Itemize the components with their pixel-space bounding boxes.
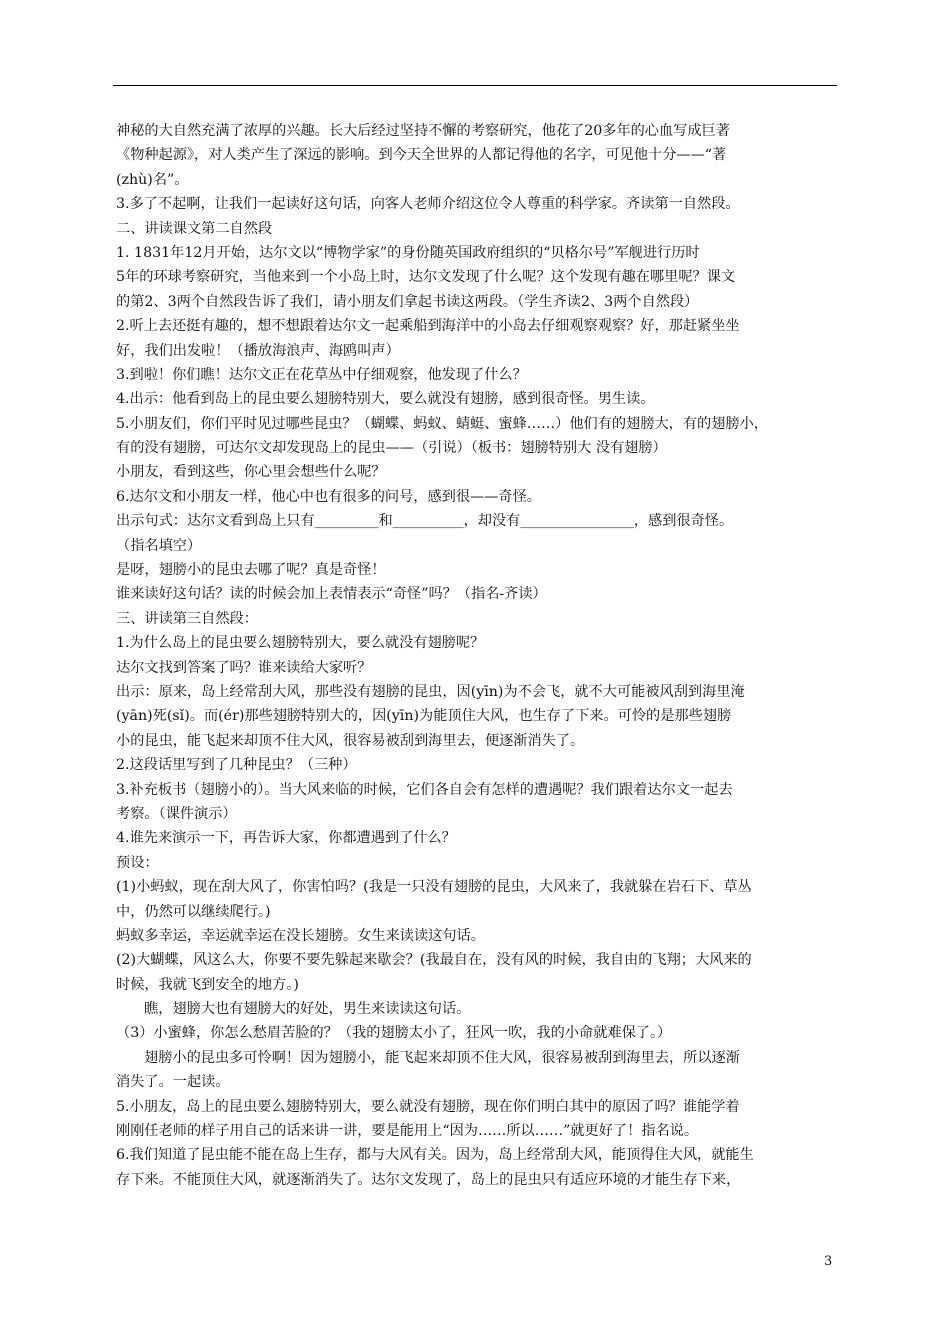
text-line: 4.出示：他看到岛上的昆虫要么翅膀特别大，要么就没有翅膀，感到很奇怪。男生读。	[116, 391, 655, 408]
text-line: 2.听上去还挺有趣的，想不想跟着达尔文一起乘船到海洋中的小岛去仔细观察观察？好，那赶紧坐坐	[116, 318, 740, 335]
text-line: 5.小朋友们，你们平时见过哪些昆虫？（蝴蝶、蚂蚁、蜻蜓、蜜蜂……）他们有的翅膀大，有的翅膀小，	[116, 415, 768, 432]
text-line: 刚刚任老师的样子用自己的话来讲一讲，要是能用上“因为……所以……”就更好了！指名说。	[116, 1123, 699, 1140]
text-line: 三、讲读第三自然段：	[116, 610, 258, 627]
text-line: 3.补充板书（翅膀小的）。当大风来临的时候，它们各自会有怎样的遭遇呢？我们跟着达尔文一起去	[116, 781, 733, 798]
page-number: 3	[824, 1254, 833, 1269]
text-line: 小的昆虫，能飞起来却顶不住大风，很容易被刮到海里去，便逐渐消失了。	[116, 732, 585, 749]
text-line: 5年的环球考察研究，当他来到一个小岛上时，达尔文发现了什么呢？这个发现有趣在哪里呢？课文	[116, 269, 736, 286]
text-line: 预设：	[116, 854, 159, 871]
text-line: 翅膀小的昆虫多可怜啊！因为翅膀小，能飞起来却顶不住大风，很容易被刮到海里去，所以逐渐	[144, 1049, 740, 1066]
text-line: 时候，我就飞到安全的地方。)	[116, 976, 299, 993]
text-line: 小朋友，看到这些，你心里会想些什么呢？	[116, 464, 386, 481]
text-line: 出示句式：达尔文看到岛上只有_________和__________，却没有________________，感到很奇怪。	[116, 513, 734, 530]
text-line: 瞧，翅膀大也有翅膀大的好处，男生来读读这句话。	[144, 1001, 471, 1018]
text-line: 5.小朋友，岛上的昆虫要么翅膀特别大，要么就没有翅膀，现在你们明白其中的原因了吗？谁能学着	[116, 1098, 740, 1115]
text-line: (2)大蝴蝶，风这么大，你要不要先躲起来歇会？(我最自在，没有风的时候，我自由的飞翔；大风来的	[116, 952, 752, 969]
text-line: 二、讲读课文第二自然段	[116, 220, 273, 237]
text-line: (zhù)名”。	[116, 171, 189, 188]
text-line: 3.到啦！你们瞧！达尔文正在花草丛中仔细观察，他发现了什么？	[116, 366, 527, 383]
text-line: 消失了。一起读。	[116, 1074, 230, 1091]
text-line: 《物种起源》，对人类产生了深远的影响。到今天全世界的人都记得他的名字，可见他十分——“著	[116, 147, 727, 164]
text-line: 存下来。不能顶住大风，就逐渐消失了。达尔文发现了，岛上的昆虫只有适应环境的才能生存下来，	[116, 1171, 741, 1188]
text-line: (1)小蚂蚁，现在刮大风了，你害怕吗？(我是一只没有翅膀的昆虫，大风来了，我就躲在岩石下、草丛	[116, 879, 752, 896]
text-line: 蚂蚁多幸运，幸运就幸运在没长翅膀。女生来读读这句话。	[116, 927, 485, 944]
text-line: 好，我们出发啦！（播放海浪声、海鸥叫声）	[116, 342, 400, 359]
text-line: 考察。（课件演示）	[116, 805, 237, 822]
body-text	[116, 119, 842, 1192]
text-line: （3）小蜜蜂，你怎么愁眉苦脸的？（我的翅膀太小了，狂风一吹，我的小命就难保了。）	[116, 1025, 672, 1042]
text-line: 有的没有翅膀，可达尔文却发现岛上的昆虫——（引说）（板书：翅膀特别大 没有翅膀）	[116, 440, 667, 457]
text-line: 中，仍然可以继续爬行。)	[116, 903, 271, 920]
text-line: (yān)死(sǐ)。而(ér)那些翅膀特别大的，因(yīn)为能顶住大风，也生存了下来。可怜的是那些翅膀	[116, 708, 732, 725]
text-line: （指名填空）	[116, 537, 202, 554]
text-line: 达尔文找到答案了吗？谁来读给大家听？	[116, 659, 372, 676]
text-line: 是呀，翅膀小的昆虫去哪了呢？真是奇怪！	[116, 562, 386, 579]
text-line: 2.这段话里写到了几种昆虫？（三种）	[116, 757, 357, 774]
text-line: 的第2、3两个自然段告诉了我们，请小朋友们拿起书读这两段。（学生齐读2、3两个自然段）	[116, 293, 699, 310]
header-rule	[113, 85, 837, 86]
text-line: 6.达尔文和小朋友一样，他心中也有很多的问号，感到很——奇怪。	[116, 488, 541, 505]
text-line: 出示：原来，岛上经常刮大风，那些没有翅膀的昆虫，因(yīn)为不会飞，就不大可能被风刮到海里淹	[116, 683, 745, 700]
text-line: 1.为什么岛上的昆虫要么翅膀特别大，要么就没有翅膀呢？	[116, 635, 485, 652]
text-line: 谁来读好这句话？读的时候会加上表情表示“奇怪”吗？（指名-齐读）	[116, 586, 547, 603]
text-line: 6.我们知道了昆虫能不能在岛上生存，都与大风有关。因为，岛上经常刮大风，能顶得住大风，就能生	[116, 1147, 754, 1164]
text-line: 1. 1831年12月开始，达尔文以“博物学家”的身份随英国政府组织的“贝格尔号”军舰进行历时	[116, 244, 700, 261]
text-line: 4.谁先来演示一下，再告诉大家，你都遭遇到了什么？	[116, 830, 456, 847]
text-line: 神秘的大自然充满了浓厚的兴趣。长大后经过坚持不懈的考察研究，他花了20多年的心血写成巨著	[116, 123, 730, 139]
text-line: 3.多了不起啊，让我们一起读好这句话，向客人老师介绍这位令人尊重的科学家。齐读第一自然段。	[116, 196, 740, 213]
